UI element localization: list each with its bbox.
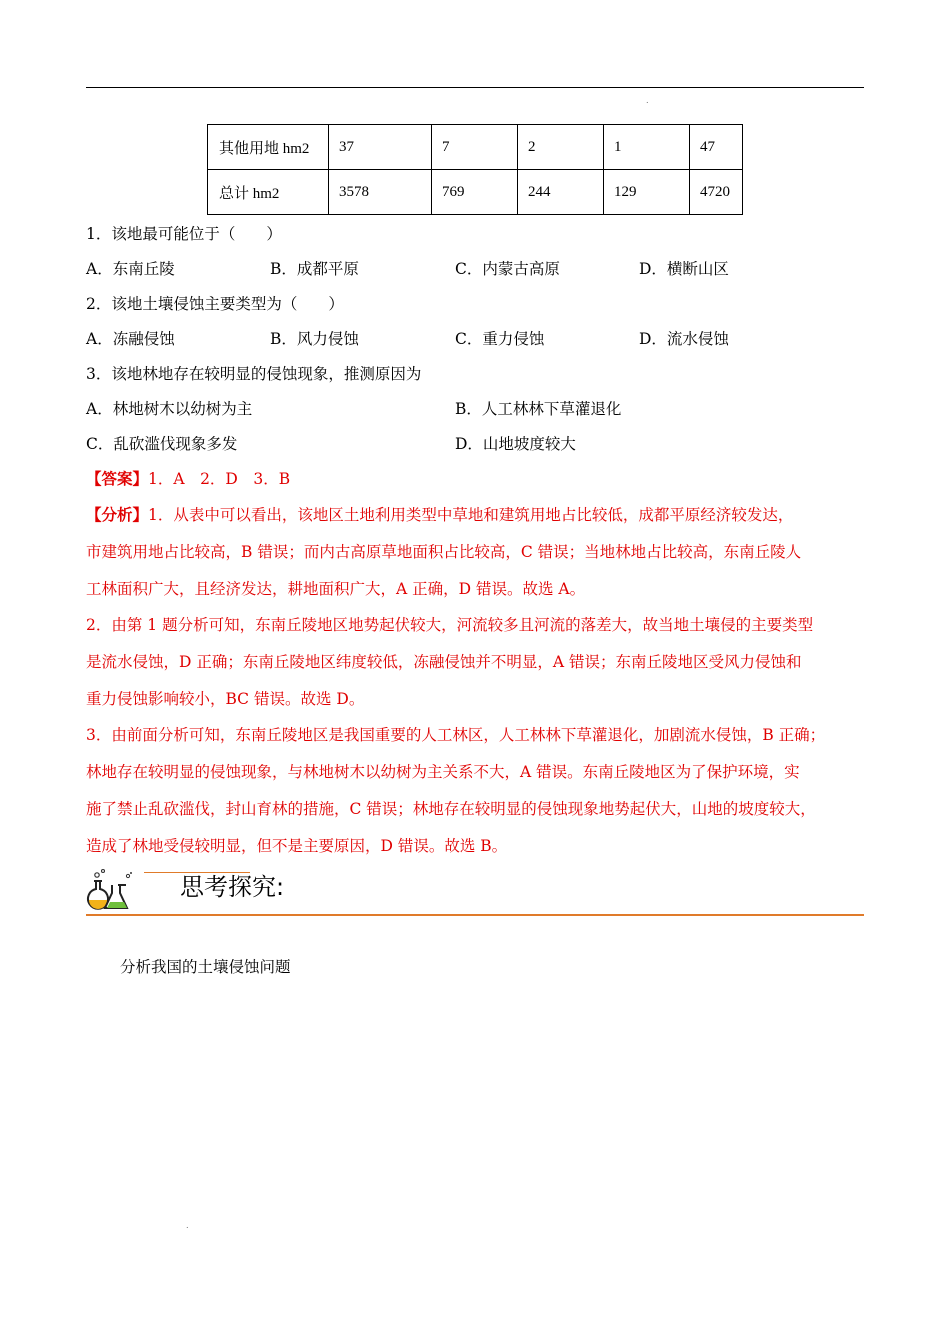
analysis-line xyxy=(86,505,793,525)
analysis-line: 工林面积广大，且经济发达，耕地面积广大，A 正确，D 错误。故选 A。 xyxy=(86,580,586,598)
q3-option-d: D．山地坡度较大 xyxy=(455,435,576,453)
analysis-line: 林地存在较明显的侵蚀现象，与林地树木以幼树为主关系不大，A 错误。东南丘陵地区为了保护环境，实 xyxy=(86,763,800,781)
row-label: 总计 hm2 xyxy=(208,170,329,215)
table-cell: 37 xyxy=(329,125,432,170)
table-cell: 3578 xyxy=(329,170,432,215)
table-cell: 7 xyxy=(432,125,518,170)
section-header xyxy=(86,866,864,918)
q3-option-a: A．林地树木以幼树为主 xyxy=(86,400,253,418)
header-dot: . xyxy=(646,96,649,105)
table-cell: 4720 xyxy=(690,170,743,215)
q1-option-c: C．内蒙古高原 xyxy=(455,260,560,278)
analysis-line: 3．由前面分析可知，东南丘陵地区是我国重要的人工林区，人工林林下草灌退化，加剧流水侵蚀，B 正确； xyxy=(86,726,826,744)
q2-option-d: D．流水侵蚀 xyxy=(639,330,729,348)
analysis-line: 施了禁止乱砍滥伐，封山育林的措施，C 错误；林地存在较明显的侵蚀现象地势起伏大，山地的坡度较大， xyxy=(86,800,816,818)
land-use-table xyxy=(207,124,743,215)
section-rule xyxy=(86,914,864,916)
table-cell: 47 xyxy=(690,125,743,170)
analysis-line: 是流水侵蚀，D 正确；东南丘陵地区纬度较低，冻融侵蚀并不明显，A 错误；东南丘陵地区受风力侵蚀和 xyxy=(86,653,802,671)
answer-tag: 【答案】 xyxy=(86,469,149,488)
table-row xyxy=(208,170,743,215)
q1-option-d: D．横断山区 xyxy=(639,260,729,278)
q2-option-c: C．重力侵蚀 xyxy=(455,330,545,348)
analysis-line: 市建筑用地占比较高，B 错误；而内古高原草地面积占比较高，C 错误；当地林地占比较高，东南丘陵人 xyxy=(86,543,802,561)
table-cell: 129 xyxy=(604,170,690,215)
flask-icon xyxy=(86,868,134,914)
q1-option-a: A．东南丘陵 xyxy=(86,260,175,278)
question-3-stem: 3．该地林地存在较明显的侵蚀现象，推测原因为 xyxy=(86,365,422,383)
header-rule xyxy=(86,87,864,88)
table-row xyxy=(208,125,743,170)
table-cell: 1 xyxy=(604,125,690,170)
analysis-text: 1．从表中可以看出，该地区土地利用类型中草地和建筑用地占比较低，成都平原经济较发达， xyxy=(148,506,794,524)
table-cell: 2 xyxy=(518,125,604,170)
q3-option-c: C．乱砍滥伐现象多发 xyxy=(86,435,238,453)
answer-line xyxy=(86,469,290,489)
q2-option-b: B．风力侵蚀 xyxy=(270,330,359,348)
analysis-tag: 【分析】 xyxy=(86,505,149,524)
question-1-stem: 1．该地最可能位于（ ） xyxy=(86,225,282,243)
analysis-line: 2．由第 1 题分析可知，东南丘陵地区地势起伏较大，河流较多且河流的落差大，故当地土壤侵的主要类型 xyxy=(86,616,814,634)
section-body: 分析我国的土壤侵蚀问题 xyxy=(120,958,291,976)
answer-text: 1．A 2．D 3．B xyxy=(148,470,291,488)
analysis-line: 造成了林地受侵较明显，但不是主要原因，D 错误。故选 B。 xyxy=(86,837,508,855)
q3-option-b: B．人工林林下草灌退化 xyxy=(455,400,622,418)
analysis-line: 重力侵蚀影响较小，BC 错误。故选 D。 xyxy=(86,690,365,708)
footer-dot: . xyxy=(186,1221,189,1230)
table-cell: 769 xyxy=(432,170,518,215)
question-2-stem: 2．该地土壤侵蚀主要类型为（ ） xyxy=(86,295,344,313)
section-title: 思考探究: xyxy=(180,873,285,901)
q2-option-a: A．冻融侵蚀 xyxy=(86,330,175,348)
table-cell: 244 xyxy=(518,170,604,215)
row-label: 其他用地 hm2 xyxy=(208,125,329,170)
q1-option-b: B．成都平原 xyxy=(270,260,359,278)
